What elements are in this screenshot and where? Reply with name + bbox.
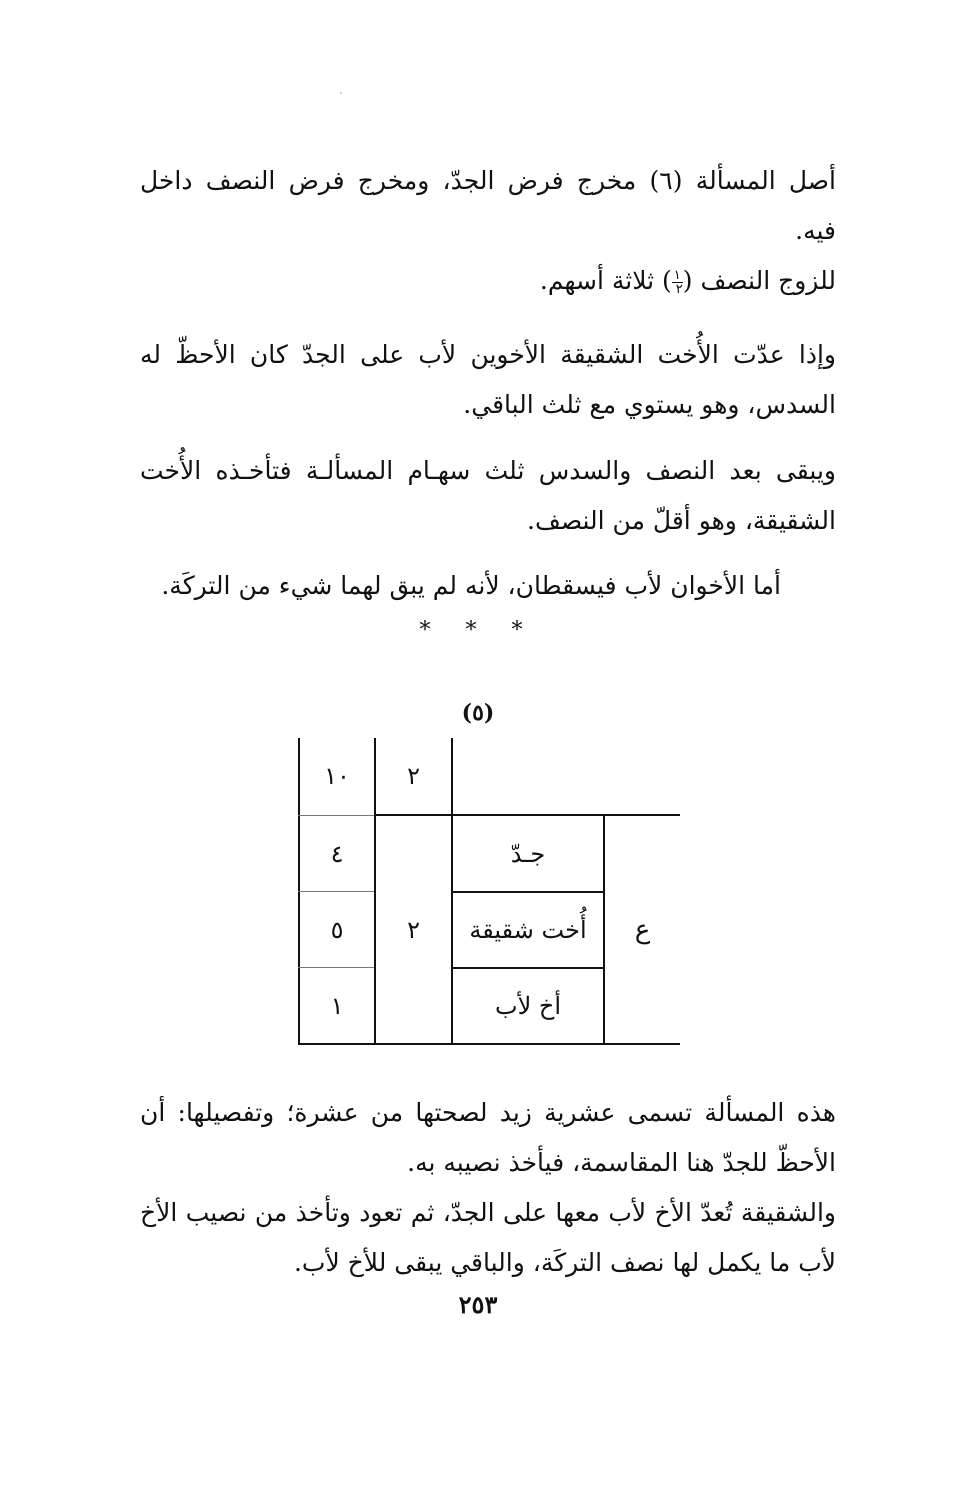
table-number: (٥) [461,700,495,726]
heir-paternal-brother: أخ لأب [494,992,562,1020]
paragraph-2-after: ) ثلاثة أسهم. [539,266,672,295]
section-separator: * * * [419,618,537,643]
paragraph-5: أما الأخوان لأب فيسقطان، لأنه لم يبق لهما شيء من التركَة. [161,571,781,600]
paragraph-1: أصل المسألة (٦) مخرج فرض الجدّ، ومخرج فرض النصف داخل فيه. [140,166,836,245]
group-label-cell: ع [634,914,651,945]
group-shares-cell: ٢ [407,915,420,944]
heir-full-sister: أُخت شقيقة [469,916,587,944]
table-bottom-rule [298,1043,680,1045]
fraction-numerator: ١ [673,268,681,283]
shares-grandfather: ٤ [330,839,344,868]
fraction-denominator: ٢ [675,282,683,297]
header-total-cell: ١٠ [324,762,350,790]
paragraph-2 [140,256,836,306]
shares-full-sister: ٥ [330,916,344,944]
table-row-rule-left-2 [298,967,374,968]
shares-paternal-brother: ١ [330,992,344,1020]
paragraph-4: ويبقى بعد النصف والسدس ثلث سهـام المسألـة فتأخـذه الأُخت الشقيقة، وهو أقلّ من النصف. [140,456,836,535]
scan-speck [340,92,342,94]
paragraph-7: والشقيقة تُعدّ الأخ لأب معها على الجدّ، ثم تعود وتأخذ من نصيب الأخ لأب ما يكمل لها نصف التركَة، والباقي يبقى للأخ لأب. [140,1198,836,1277]
heir-grandfather: جـدّ [510,839,546,868]
page-number: ٢٥٣ [458,1290,498,1319]
paragraph-6: هذه المسألة تسمى عشرية زيد لصحتها من عشرة؛ وتفصيلها: أن الأحظّ للجدّ هنا المقاسمة، فيأخذ نصيبه به. [140,1098,836,1177]
paragraph-2-before: للزوج النصف ( [682,266,836,295]
header-base-cell: ٢ [407,762,420,790]
paragraph-3: وإذا عدّت الأُخت الشقيقة الأخوين لأب على الجدّ كان الأحظّ له السدس، وهو يستوي مع ثلث الباقي. [140,340,836,419]
inheritance-table [298,738,680,1045]
table-row-rule-left-1 [298,891,374,892]
fraction-half [672,269,683,296]
